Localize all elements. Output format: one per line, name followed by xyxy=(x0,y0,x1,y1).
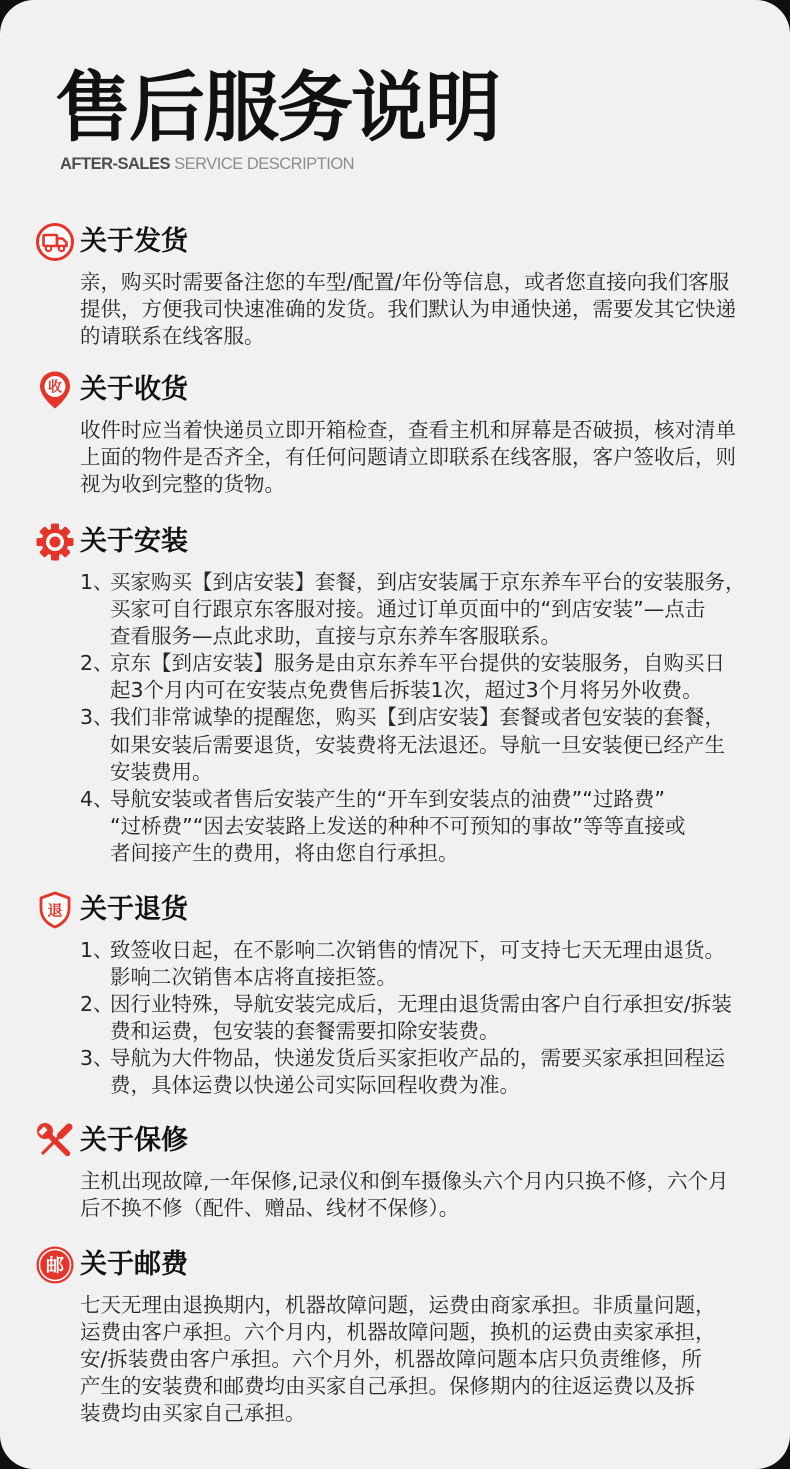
section-header xyxy=(0,1121,790,1161)
body-line: 导航安装或者售后安装产生的“开车到安装点的油费”“过路费” xyxy=(110,786,665,811)
body-line: “过桥费”“因去安装路上发送的种种不可预知的事故”等等直接或 xyxy=(110,813,686,838)
body-line: 我们非常诚挚的提醒您，购买【到店安装】套餐或者包安装的套餐， xyxy=(110,705,725,730)
subtitle-bold: AFTER-SALES xyxy=(60,155,170,173)
body-line: 后不换不修（配件、赠品、线材不保修）。 xyxy=(80,1196,460,1221)
list-item xyxy=(80,991,790,1045)
body-line: 提供，方便我司快速准确的发货。我们默认为申通快递，需要发其它快递 xyxy=(80,297,736,322)
body-line: 者间接产生的费用，将由您自行承担。 xyxy=(110,840,459,865)
body-line: 安装费用。 xyxy=(110,759,213,784)
section-title: 关于安装 xyxy=(80,526,188,557)
subtitle-light: SERVICE DESCRIPTION xyxy=(174,155,355,173)
body-line: 的请联系在线客服。 xyxy=(80,324,265,349)
list-number: 3、 xyxy=(80,705,114,730)
body-line: 收件时应当着快递员立即开箱检查，查看主机和屏幕是否破损，核对清单 xyxy=(80,418,736,442)
body-line: 安/拆装费由客户承担。六个月外，机器故障问题本店只负责维修，所 xyxy=(80,1347,702,1372)
section-header xyxy=(0,890,790,930)
list-item xyxy=(80,937,790,991)
mail-circle-icon xyxy=(35,1245,75,1285)
body-line: 费和运费，包安装的套餐需要扣除安装费。 xyxy=(110,1019,500,1044)
section-body xyxy=(0,1168,790,1222)
body-line: 京东【到店安装】服务是由京东养车平台提供的安装服务，自购买日 xyxy=(110,651,725,676)
wrench-screwdriver-icon xyxy=(35,1121,75,1161)
page-subtitle xyxy=(60,154,354,174)
section-header xyxy=(0,522,790,562)
section-title: 关于收货 xyxy=(80,374,188,405)
body-line: 主机出现故障,一年保修,记录仪和倒车摄像头六个月内只换不修，六个月 xyxy=(80,1169,729,1193)
section-receiving xyxy=(0,370,790,498)
section-title: 关于发货 xyxy=(80,226,188,257)
list-item xyxy=(80,650,790,704)
section-title: 关于邮费 xyxy=(80,1249,188,1280)
body-line: 产生的安装费和邮费均由买家自己承担。保修期内的往返运费以及拆 xyxy=(80,1374,695,1399)
section-postage xyxy=(0,1245,790,1427)
body-line: 导航为大件物品，快递发货后买家拒收产品的，需要买家承担回程运 xyxy=(110,1046,725,1071)
body-line: 七天无理由退换期内，机器故障问题，运费由商家承担。非质量问题， xyxy=(80,1293,716,1317)
body-line: 致签收日起，在不影响二次销售的情况下，可支持七天无理由退货。 xyxy=(110,938,725,962)
list-number: 1、 xyxy=(80,570,114,594)
list-item xyxy=(80,704,790,785)
section-returns xyxy=(0,890,790,1100)
gear-icon xyxy=(35,522,75,562)
section-warranty xyxy=(0,1121,790,1222)
list-number: 4、 xyxy=(80,786,114,811)
section-body xyxy=(0,1292,790,1427)
icon-label: 邮 xyxy=(46,1255,64,1277)
body-line: 装费均由买家自己承担。 xyxy=(80,1401,306,1426)
body-line: 影响二次销售本店将直接拒签。 xyxy=(110,965,397,990)
list-number: 3、 xyxy=(80,1046,114,1071)
section-body xyxy=(0,937,790,1100)
section-header xyxy=(0,222,790,262)
icon-label: 退 xyxy=(47,901,63,920)
body-line: 上面的物件是否齐全，有任何问题请立即联系在线客服，客户签收后，则 xyxy=(80,445,736,470)
section-title: 关于保修 xyxy=(80,1125,188,1156)
section-installation xyxy=(0,522,790,867)
body-line: 因行业特殊，导航安装完成后，无理由退货需由客户自行承担安/拆装 xyxy=(110,992,732,1017)
body-line: 起3个月内可在安装点免费售后拆装1次，超过3个月将另外收费。 xyxy=(110,678,703,703)
icon-label: 收 xyxy=(48,379,62,396)
list-item xyxy=(80,786,790,867)
body-line: 买家可自行跟京东客服对接。通过订单页面中的“到店安装”—点击 xyxy=(110,597,706,622)
body-line: 视为收到完整的货物。 xyxy=(80,472,285,497)
shield-icon xyxy=(35,890,75,930)
section-body xyxy=(0,569,790,867)
section-shipping xyxy=(0,222,790,350)
truck-icon xyxy=(35,222,75,262)
section-header xyxy=(0,370,790,410)
list-item xyxy=(80,1045,790,1099)
body-line: 运费由客户承担。六个月内，机器故障问题，换机的运费由卖家承担， xyxy=(80,1320,716,1345)
body-line: 查看服务—点此求助，直接与京东养车客服联系。 xyxy=(110,624,561,649)
section-header xyxy=(0,1245,790,1285)
location-pin-icon xyxy=(35,370,75,410)
page-title: 售后服务说明 xyxy=(55,63,499,152)
body-line: 如果安装后需要退货，安装费将无法退还。导航一旦安装便已经产生 xyxy=(110,732,725,757)
list-number: 1、 xyxy=(80,938,114,962)
body-line: 费，具体运费以快递公司实际回程收费为准。 xyxy=(110,1073,520,1098)
body-line: 买家购买【到店安装】套餐，到店安装属于京东养车平台的安装服务， xyxy=(110,570,746,594)
section-body xyxy=(0,269,790,350)
section-title: 关于退货 xyxy=(80,894,188,925)
list-item xyxy=(80,569,790,650)
list-number: 2、 xyxy=(80,992,114,1017)
section-body xyxy=(0,417,790,498)
list-number: 2、 xyxy=(80,651,114,676)
body-line: 亲，购买时需要备注您的车型/配置/年份等信息，或者您直接向我们客服 xyxy=(80,270,730,294)
